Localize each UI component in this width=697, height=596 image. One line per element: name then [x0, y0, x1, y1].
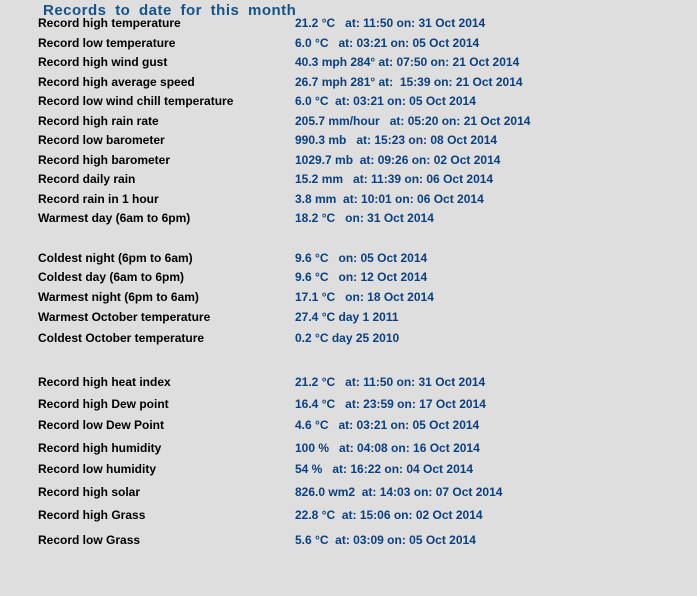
record-row — [0, 251, 697, 265]
record-label: Record high rain rate — [38, 114, 159, 128]
record-label: Record daily rain — [38, 172, 136, 186]
record-label: Record high wind gust — [38, 55, 168, 69]
record-label: Record low Grass — [38, 533, 141, 547]
record-row — [0, 153, 697, 167]
record-value: 27.4 °C day 1 2011 — [295, 310, 399, 324]
record-row — [0, 211, 697, 225]
record-label: Coldest October temperature — [38, 331, 205, 345]
record-label: Record high solar — [38, 485, 141, 499]
record-value: 6.0 °C at: 03:21 on: 05 Oct 2014 — [295, 94, 476, 108]
record-label: Record high temperature — [38, 16, 181, 30]
record-value: 18.2 °C on: 31 Oct 2014 — [295, 211, 434, 225]
record-label: Warmest October temperature — [38, 310, 211, 324]
record-value: 9.6 °C on: 05 Oct 2014 — [295, 251, 428, 265]
record-label: Record high heat index — [38, 375, 171, 389]
record-row — [0, 36, 697, 50]
record-row — [0, 94, 697, 108]
record-label: Record high Dew point — [38, 397, 169, 411]
record-label: Warmest day (6am to 6pm) — [38, 211, 191, 225]
record-label: Record low barometer — [38, 133, 165, 147]
record-label: Record high average speed — [38, 75, 195, 89]
record-row — [0, 418, 697, 432]
record-row — [0, 397, 697, 411]
record-value: 1029.7 mb at: 09:26 on: 02 Oct 2014 — [295, 153, 501, 167]
record-row — [0, 508, 697, 522]
record-value: 26.7 mph 281° at: 15:39 on: 21 Oct 2014 — [295, 75, 523, 89]
record-value: 17.1 °C on: 18 Oct 2014 — [295, 290, 434, 304]
record-row — [0, 485, 697, 499]
record-row — [0, 270, 697, 284]
record-row — [0, 55, 697, 69]
record-label: Record low humidity — [38, 462, 157, 476]
record-value: 0.2 °C day 25 2010 — [295, 331, 400, 345]
record-value: 6.0 °C at: 03:21 on: 05 Oct 2014 — [295, 36, 480, 50]
record-row — [0, 16, 697, 30]
record-row — [0, 441, 697, 455]
record-label: Warmest night (6pm to 6am) — [38, 290, 199, 304]
record-value: 16.4 °C at: 23:59 on: 17 Oct 2014 — [295, 397, 486, 411]
record-value: 100 % at: 04:08 on: 16 Oct 2014 — [295, 441, 480, 455]
record-label: Record rain in 1 hour — [38, 192, 159, 206]
record-value: 9.6 °C on: 12 Oct 2014 — [295, 270, 428, 284]
record-row — [0, 331, 697, 345]
record-label: Coldest day (6am to 6pm) — [38, 270, 185, 284]
record-value: 4.6 °C at: 03:21 on: 05 Oct 2014 — [295, 418, 480, 432]
record-value: 826.0 wm2 at: 14:03 on: 07 Oct 2014 — [295, 485, 503, 499]
record-row — [0, 192, 697, 206]
record-value: 40.3 mph 284° at: 07:50 on: 21 Oct 2014 — [295, 55, 520, 69]
record-label: Record high Grass — [38, 508, 146, 522]
record-value: 21.2 °C at: 11:50 on: 31 Oct 2014 — [295, 16, 486, 30]
record-label: Record low wind chill temperature — [38, 94, 234, 108]
record-row — [0, 290, 697, 304]
record-row — [0, 133, 697, 147]
record-label: Record high barometer — [38, 153, 171, 167]
page-title: Records to date for this month — [43, 2, 297, 19]
record-value: 21.2 °C at: 11:50 on: 31 Oct 2014 — [295, 375, 486, 389]
record-row — [0, 462, 697, 476]
record-row — [0, 114, 697, 128]
record-value: 205.7 mm/hour at: 05:20 on: 21 Oct 2014 — [295, 114, 531, 128]
record-value: 22.8 °C at: 15:06 on: 02 Oct 2014 — [295, 508, 483, 522]
record-label: Record low temperature — [38, 36, 176, 50]
record-row — [0, 75, 697, 89]
record-label: Record low Dew Point — [38, 418, 165, 432]
record-value: 990.3 mb at: 15:23 on: 08 Oct 2014 — [295, 133, 498, 147]
record-value: 3.8 mm at: 10:01 on: 06 Oct 2014 — [295, 192, 484, 206]
record-row — [0, 172, 697, 186]
record-row — [0, 375, 697, 389]
record-row — [0, 310, 697, 324]
record-label: Record high humidity — [38, 441, 162, 455]
record-value: 54 % at: 16:22 on: 04 Oct 2014 — [295, 462, 474, 476]
record-value: 5.6 °C at: 03:09 on: 05 Oct 2014 — [295, 533, 476, 547]
record-value: 15.2 mm at: 11:39 on: 06 Oct 2014 — [295, 172, 494, 186]
record-label: Coldest night (6pm to 6am) — [38, 251, 193, 265]
record-row — [0, 533, 697, 547]
